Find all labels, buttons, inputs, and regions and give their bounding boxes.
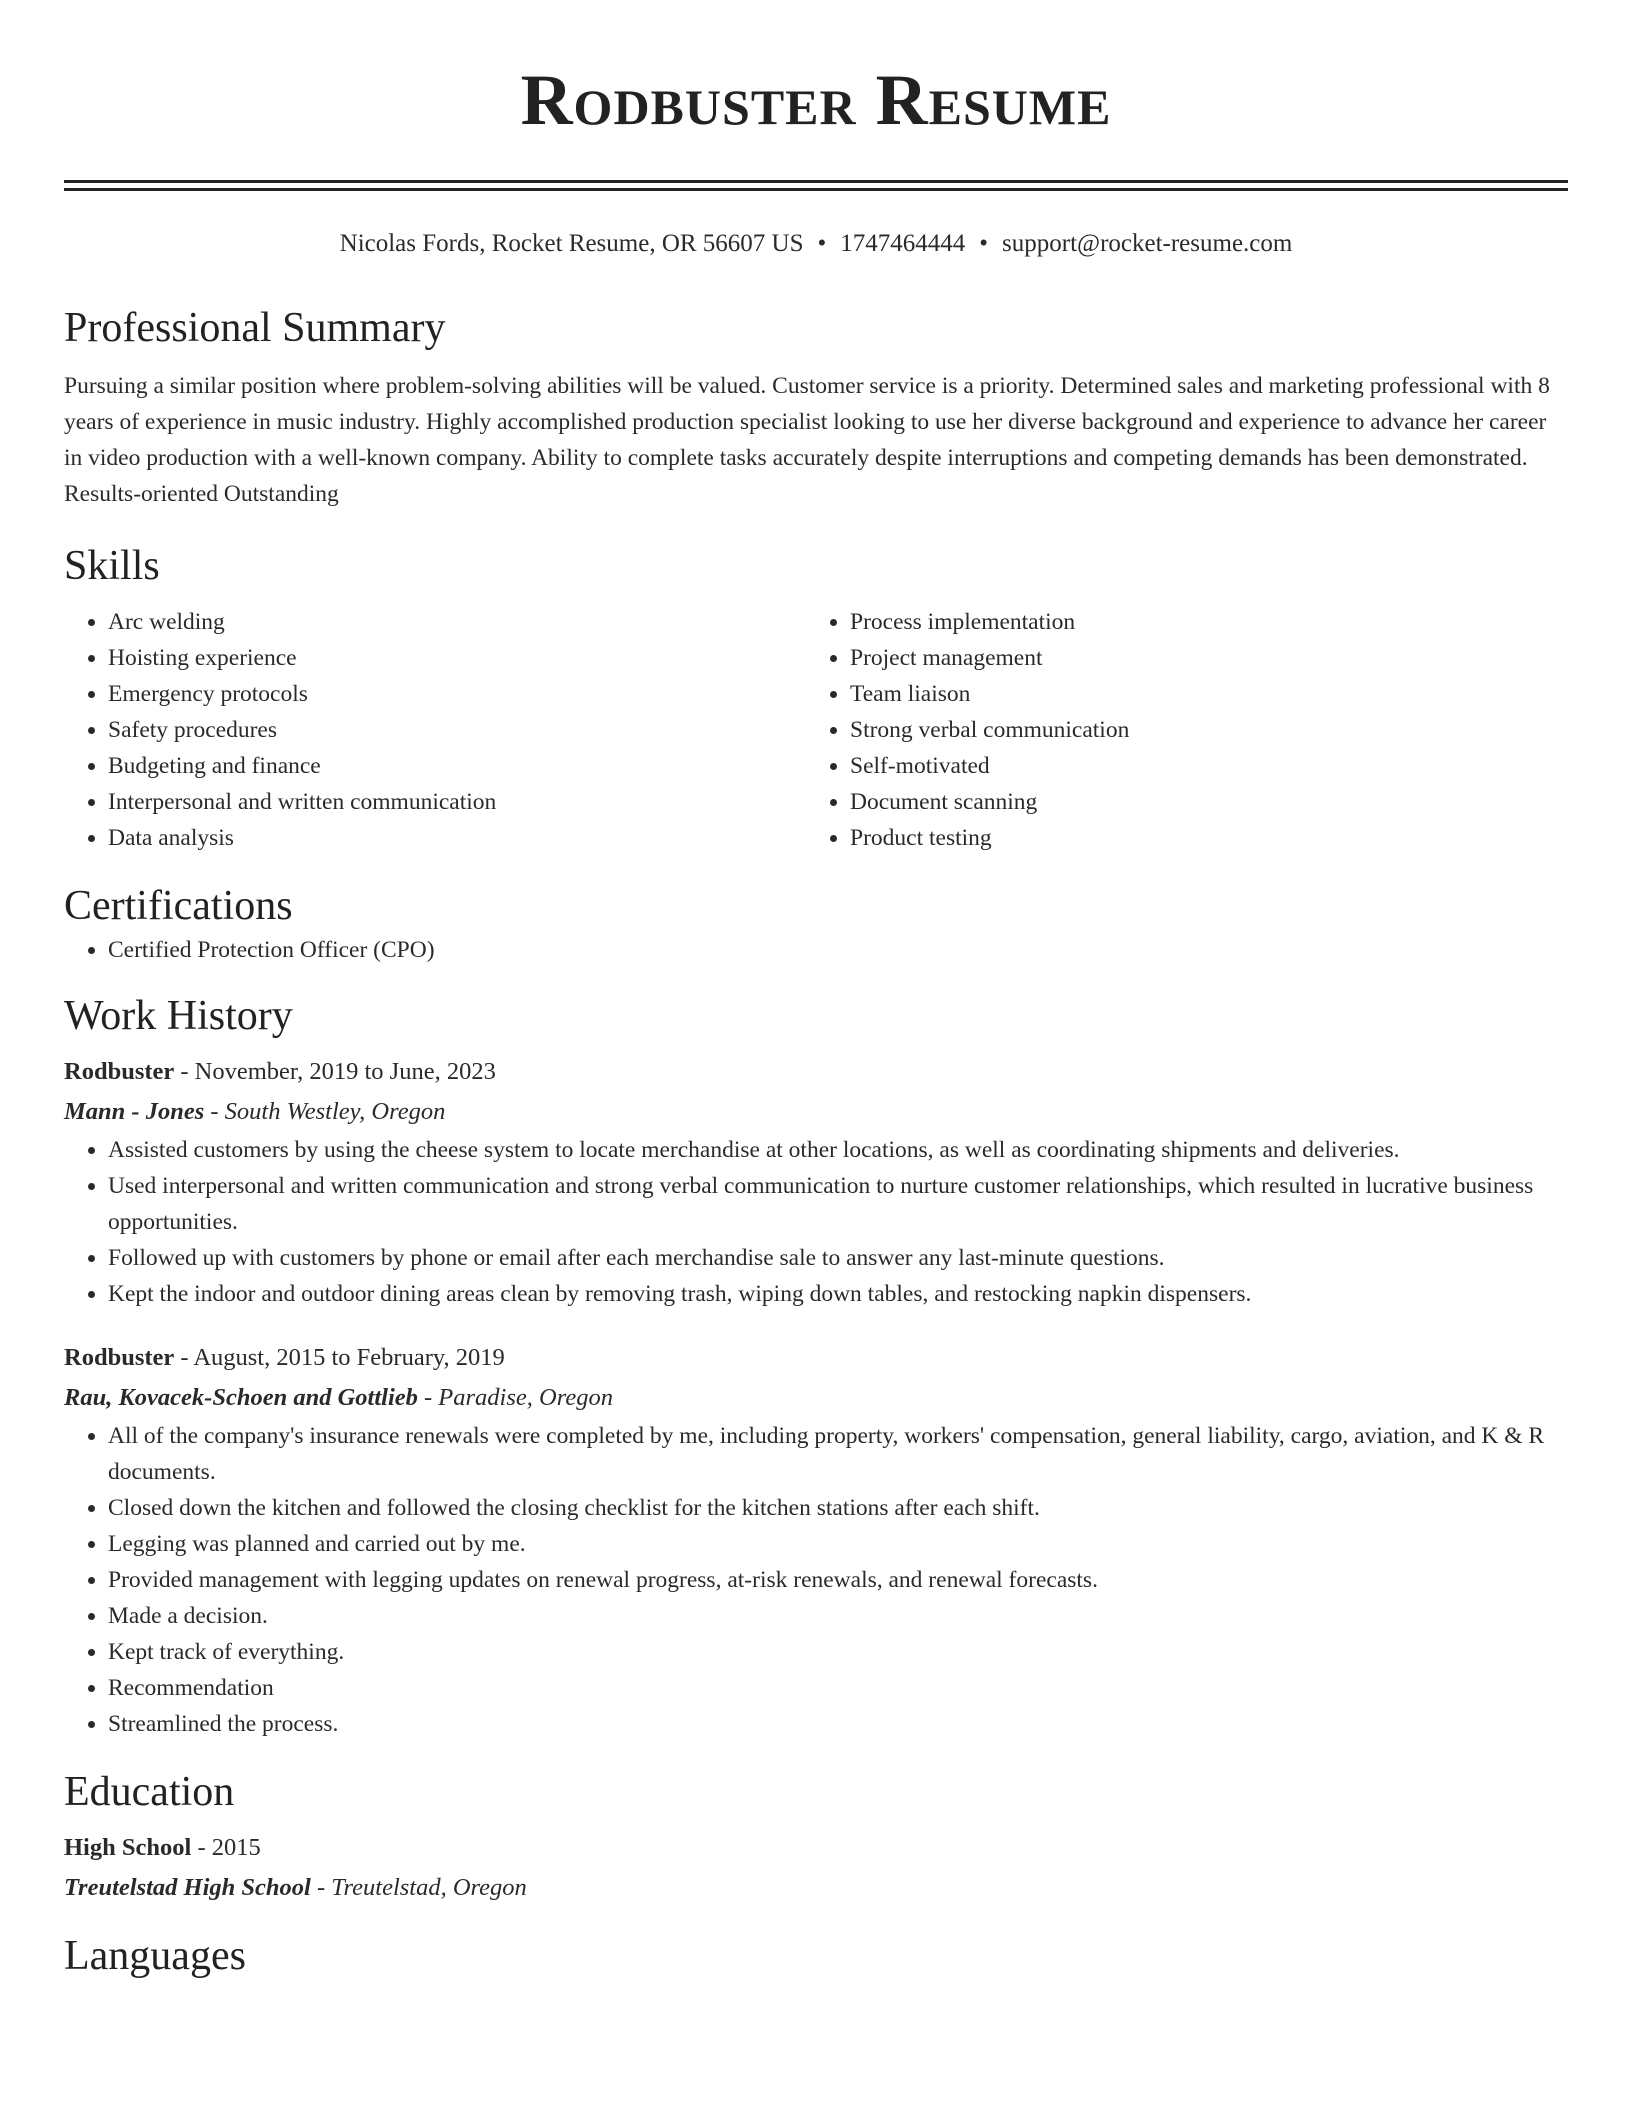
skill-item: • Self-motivated	[850, 748, 1548, 784]
job-duty-item: • Used interpersonal and written communication and strong verbal communication to nurture customer relationships, which resulted in lucrative business opportunities.	[108, 1168, 1568, 1240]
job-duties-list	[64, 1418, 1568, 1742]
skill-item: • Product testing	[850, 820, 1548, 856]
job-title-line	[64, 1052, 1568, 1092]
education-year: - 2015	[191, 1834, 261, 1861]
job-duty-item: • Legging was planned and carried out by me.	[108, 1526, 1568, 1562]
job-title-line	[64, 1338, 1568, 1378]
job-entry	[64, 1052, 1568, 1312]
skills-list-right	[806, 604, 1548, 856]
skill-item: • Emergency protocols	[108, 676, 806, 712]
education-degree-line	[64, 1828, 1568, 1868]
job-company: Mann - Jones	[64, 1098, 205, 1125]
skill-item: • Data analysis	[108, 820, 806, 856]
skill-item: • Project management	[850, 640, 1548, 676]
skill-item: • Budgeting and finance	[108, 748, 806, 784]
job-duty-item: • Made a decision.	[108, 1598, 1568, 1634]
job-duty-item: • Closed down the kitchen and followed the closing checklist for the kitchen stations after each shift.	[108, 1490, 1568, 1526]
skill-item: • Safety procedures	[108, 712, 806, 748]
job-role: Rodbuster	[64, 1344, 175, 1371]
skills-grid	[64, 604, 1568, 856]
work-history-heading: Work History	[64, 993, 293, 1039]
contact-line	[64, 228, 1568, 260]
skills-heading: Skills	[64, 543, 160, 589]
contact-separator: •	[979, 230, 989, 257]
job-company: Rau, Kovacek-Schoen and Gottlieb	[64, 1384, 418, 1411]
job-entry	[64, 1338, 1568, 1742]
summary-paragraph: Pursuing a similar position where problem-solving abilities will be valued. Customer service is a priority. Determined sales and marketing professional with 8 years of experience in music industry. Highly accomplished production specialist looking to use her diverse background and experience to advance her career in video production with a well-known company. Ability to complete tasks accurately despite interruptions and competing demands has been demonstrated. Results-oriented Outstanding	[64, 373, 1550, 507]
job-duties-list	[64, 1132, 1568, 1312]
skills-column-right	[806, 604, 1548, 856]
skill-item: • Document scanning	[850, 784, 1548, 820]
job-duty-item: • Provided management with legging updates on renewal progress, at-risk renewals, and renewal forecasts.	[108, 1562, 1568, 1598]
certifications-list	[64, 932, 1568, 968]
job-duty-item: • Assisted customers by using the cheese system to locate merchandise at other locations, as well as coordinating shipments and deliveries.	[108, 1132, 1568, 1168]
summary-heading: Professional Summary	[64, 305, 446, 351]
contact-email: support@rocket-resume.com	[1002, 230, 1293, 257]
job-location: - South Westley, Oregon	[204, 1098, 446, 1125]
skill-item: • Process implementation	[850, 604, 1548, 640]
certifications-heading: Certifications	[64, 883, 293, 929]
job-duty-item: • Recommendation	[108, 1670, 1568, 1706]
job-duty-item: • All of the company's insurance renewals were completed by me, including property, workers' compensation, general liability, cargo, aviation, and K & R documents.	[108, 1418, 1568, 1490]
skill-item: • Arc welding	[108, 604, 806, 640]
header-double-rule	[64, 180, 1568, 191]
job-company-line	[64, 1092, 1568, 1132]
job-location: - Paradise, Oregon	[417, 1384, 613, 1411]
skill-item: • Hoisting experience	[108, 640, 806, 676]
skill-item: • Interpersonal and written communication	[108, 784, 806, 820]
skill-item: • Strong verbal communication	[850, 712, 1548, 748]
certification-item: • Certified Protection Officer (CPO)	[108, 932, 1568, 968]
job-duty-item: • Streamlined the process.	[108, 1706, 1568, 1742]
job-dates: - August, 2015 to February, 2019	[174, 1344, 505, 1371]
skills-column-left	[64, 604, 806, 856]
job-duty-item: • Kept track of everything.	[108, 1634, 1568, 1670]
job-duty-item: • Followed up with customers by phone or email after each merchandise sale to answer any last-minute questions.	[108, 1240, 1568, 1276]
resume-name: Rodbuster Resume	[520, 60, 1112, 140]
job-company-line	[64, 1378, 1568, 1418]
education-location: - Treutelstad, Oregon	[310, 1874, 527, 1901]
education-school: Treutelstad High School	[64, 1874, 311, 1901]
contact-separator: •	[817, 230, 827, 257]
skills-list-left	[64, 604, 806, 856]
skill-item: • Team liaison	[850, 676, 1548, 712]
job-role: Rodbuster	[64, 1058, 175, 1085]
job-dates: - November, 2019 to June, 2023	[174, 1058, 496, 1085]
contact-address: Nicolas Fords, Rocket Resume, OR 56607 US	[339, 230, 804, 257]
contact-phone: 1747464444	[840, 230, 966, 257]
job-duty-item: • Kept the indoor and outdoor dining areas clean by removing trash, wiping down tables, and restocking napkin dispensers.	[108, 1276, 1568, 1312]
languages-heading: Languages	[64, 1933, 246, 1979]
education-school-line	[64, 1868, 1568, 1908]
education-heading: Education	[64, 1769, 235, 1815]
education-degree: High School	[64, 1834, 192, 1861]
